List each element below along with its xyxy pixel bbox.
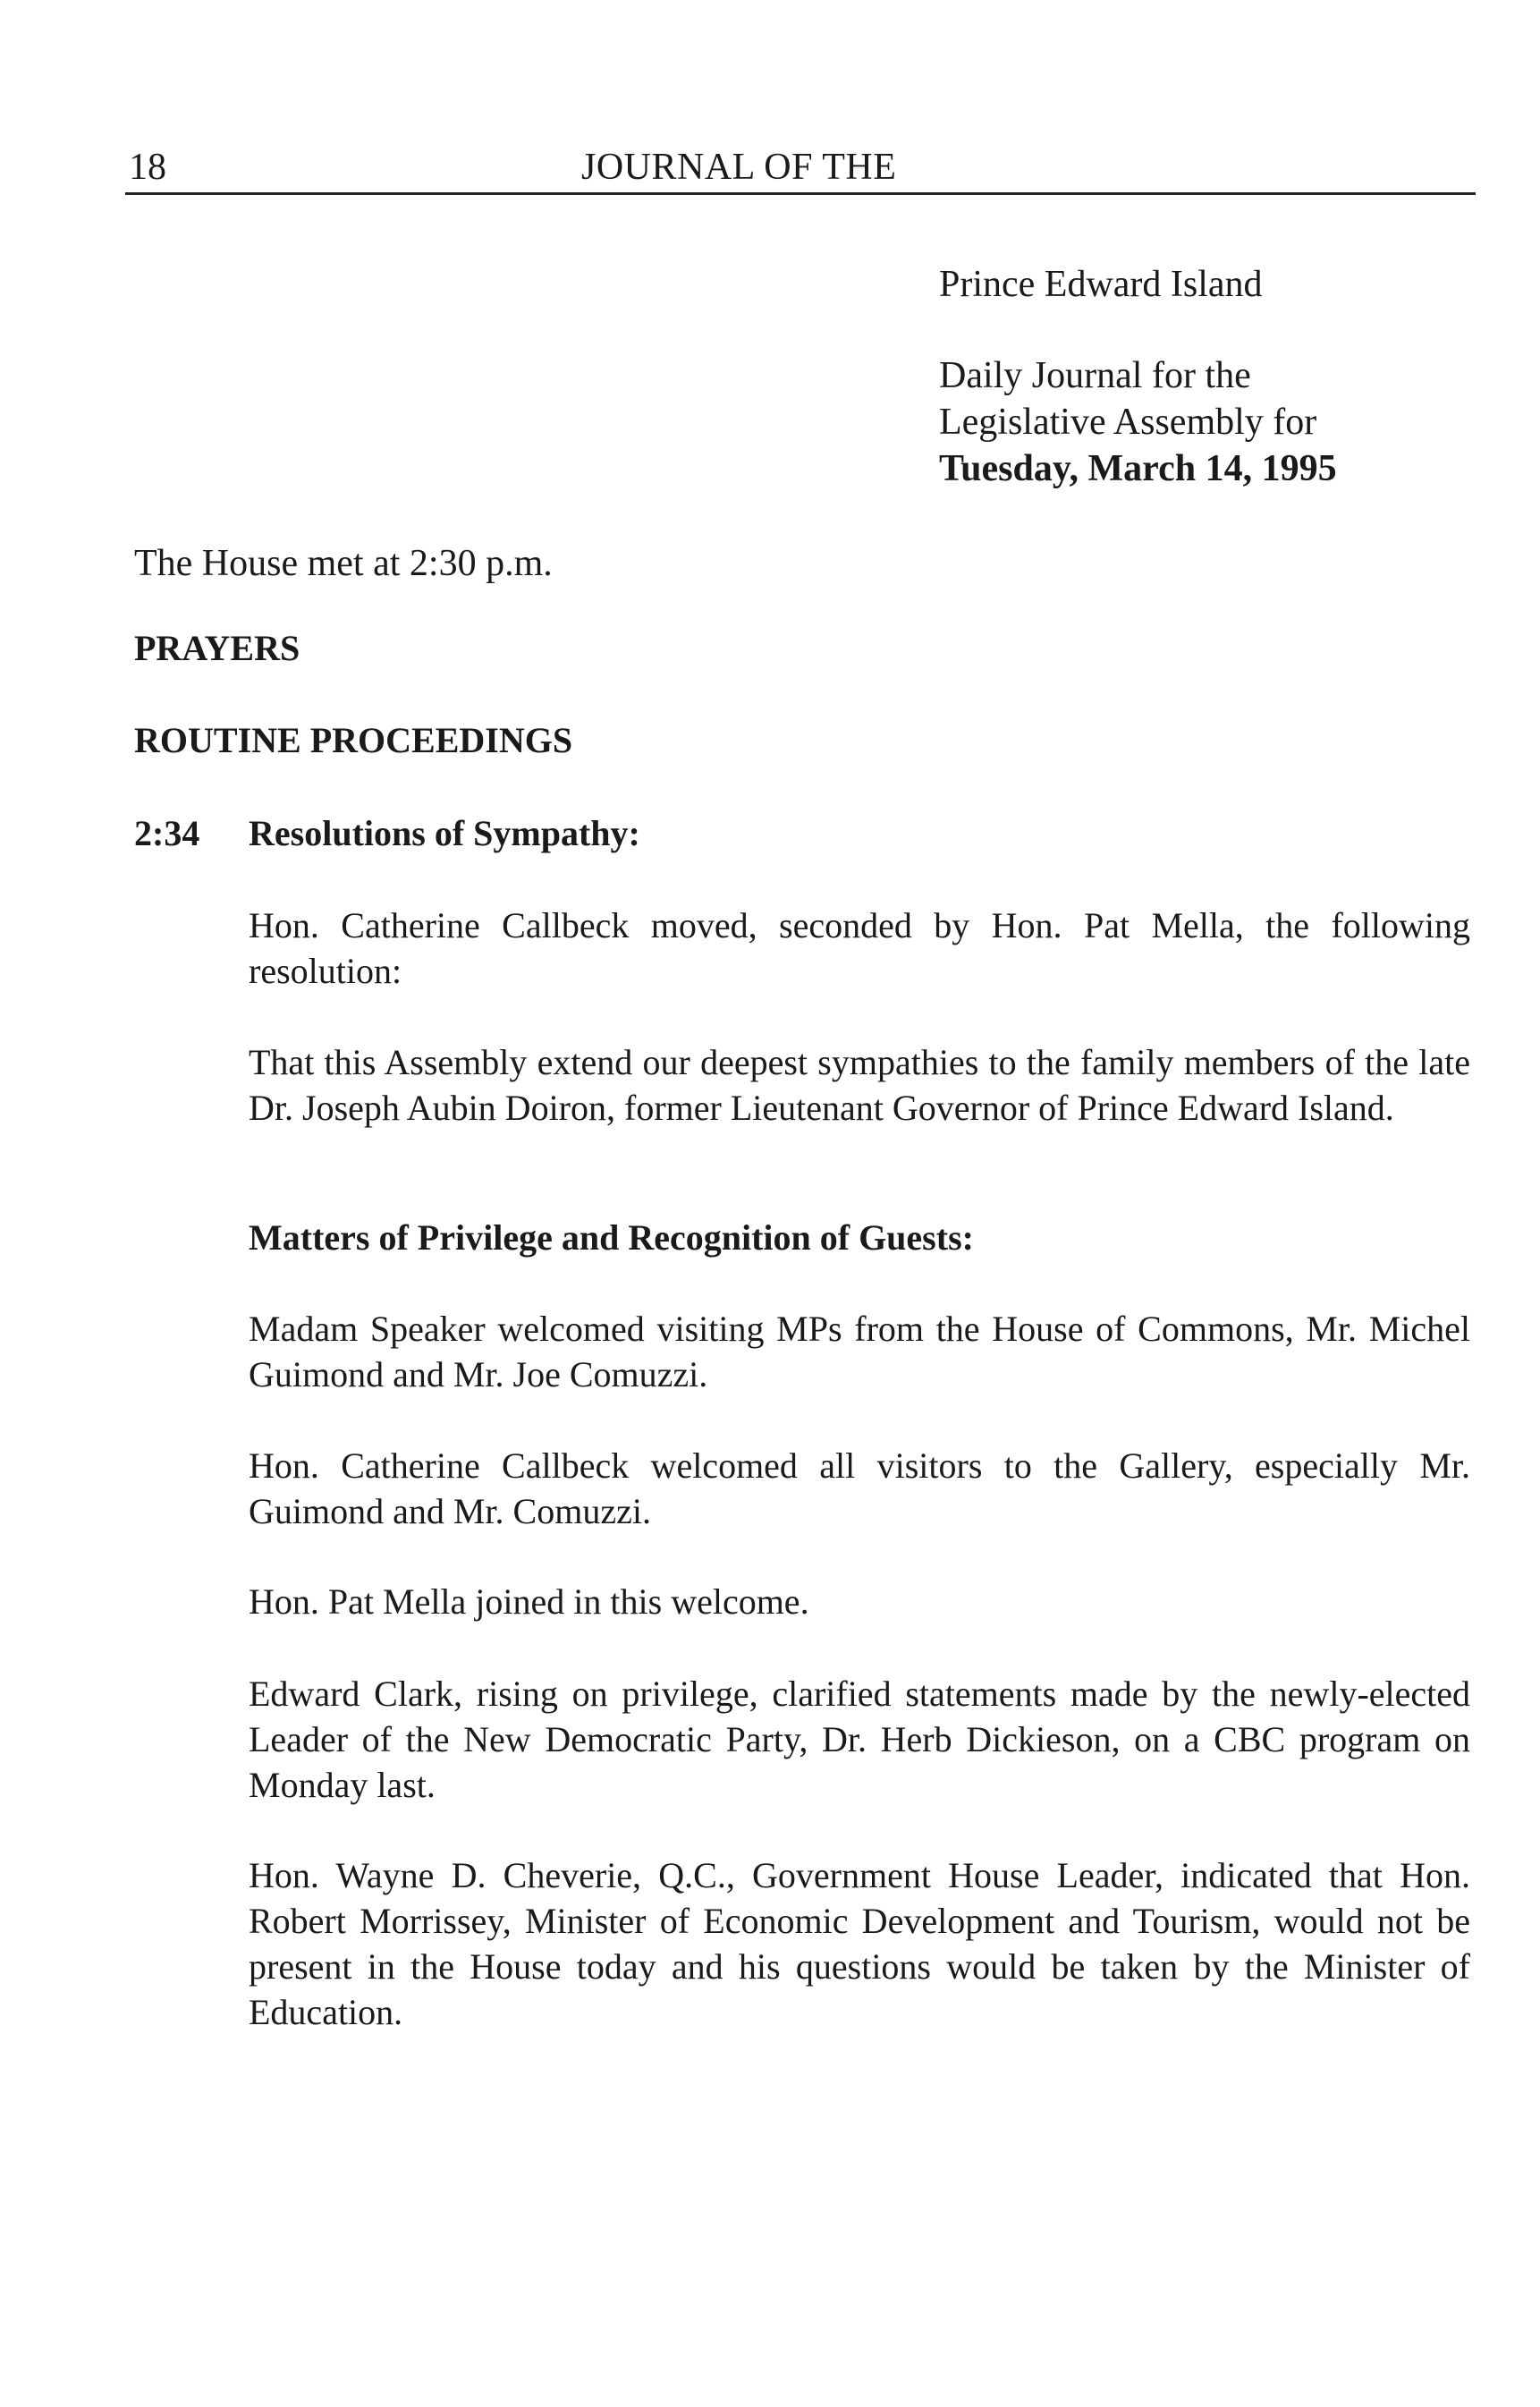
paragraph-resolution: That this Assembly extend our deepest sympathies to the family members of the late Dr. Joseph Aubin Doiron, former Lieutenant Governor of Prince Edward Island. — [249, 1042, 1470, 1128]
paragraph-speaker-welcome: Madam Speaker welcomed visiting MPs from the House of Commons, Mr. Michel Guimond and Mr. Joe Comuzzi. — [249, 1309, 1470, 1394]
matters-heading: Matters of Privilege and Recognition of Guests: — [249, 1217, 974, 1258]
journal-title-line1: Daily Journal for the — [939, 355, 1251, 396]
journal-date: Tuesday, March 14, 1995 — [939, 448, 1337, 489]
journal-title-line2: Legislative Assembly for — [939, 402, 1317, 443]
paragraph-cheverie-notice: Hon. Wayne D. Cheverie, Q.C., Government House Leader, indicated that Hon. Robert Morrissey, Minister of Economic Development and Tourism, would not be present in the House today and his questions would be taken by the Minister of Education. — [249, 1855, 1470, 2032]
paragraph-mella-welcome: Hon. Pat Mella joined in this welcome. — [249, 1581, 809, 1622]
paragraph-callbeck-welcome: Hon. Catherine Callbeck welcomed all visitors to the Gallery, especially Mr. Guimond and Mr. Comuzzi. — [249, 1445, 1470, 1531]
heading-routine-proceedings: ROUTINE PROCEEDINGS — [134, 720, 573, 760]
running-head: JOURNAL OF THE — [581, 147, 897, 188]
paragraph-clark-privilege: Edward Clark, rising on privilege, clarified statements made by the newly-elected Leader of the New Democratic Party, Dr. Herb Dickieson, on a CBC program on Monday last. — [249, 1674, 1470, 1805]
resolutions-heading: Resolutions of Sympathy: — [249, 813, 640, 853]
heading-prayers: PRAYERS — [134, 628, 300, 668]
house-met-text: The House met at 2:30 p.m. — [134, 543, 553, 584]
time-entry: 2:34 — [134, 813, 200, 853]
paragraph-motion: Hon. Catherine Callbeck moved, seconded by Hon. Pat Mella, the following resolution: — [249, 905, 1470, 991]
page-number: 18 — [129, 147, 166, 188]
location: Prince Edward Island — [939, 264, 1263, 305]
header-rule — [125, 192, 1476, 195]
journal-title — [939, 352, 1337, 492]
